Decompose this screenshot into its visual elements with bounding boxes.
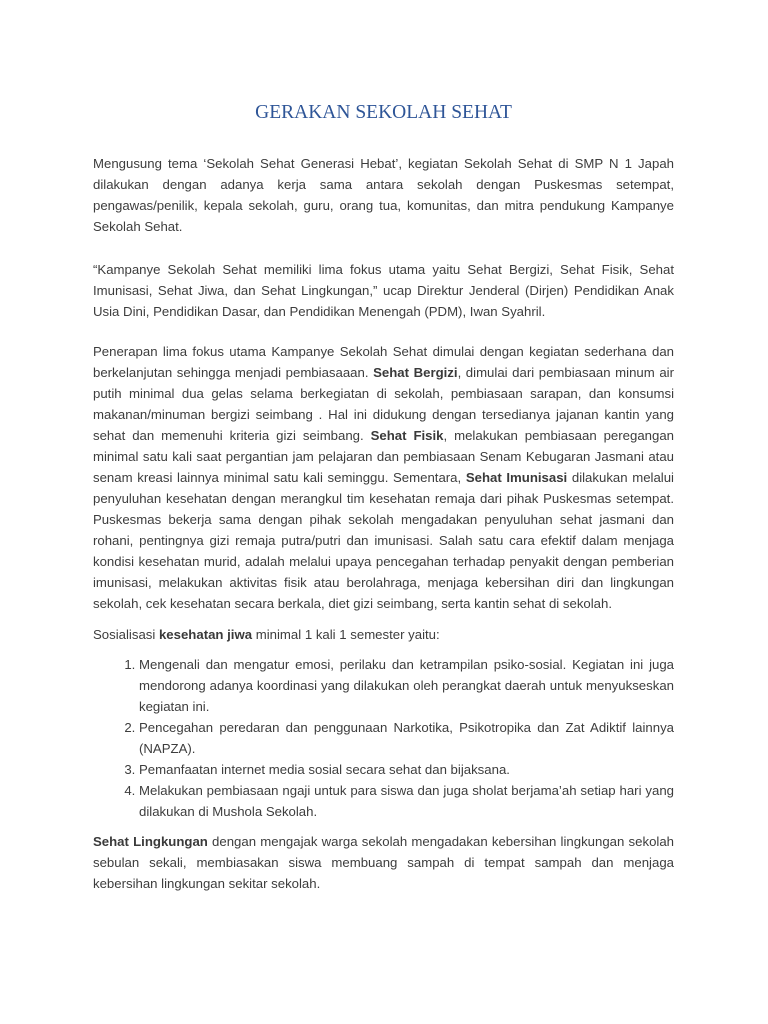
label-sehat-bergizi: Sehat Bergizi: [373, 365, 458, 380]
list-item: 3. Pemanfaatan internet media sosial secara sehat dan bijaksana.: [139, 759, 674, 780]
text-sehat-bergizi: , dimulai dari pembiasaan minum air putih minimal dua gelas selama berkegiatan di sekolah, pembiasaan sarapan, dan konsumsi makanan/minuman bergizi seimbang . Hal ini didukung dengan tersedianya jajanan kantin yang sehat dan memenuhi kriteria gizi seimbang.: [93, 365, 674, 443]
paragraph-sosialisasi: [93, 624, 674, 645]
label-kesehatan-jiwa: kesehatan jiwa: [158, 627, 253, 642]
kesehatan-jiwa-list: [93, 654, 674, 822]
paragraph-sehat-lingkungan: [93, 831, 674, 894]
label-sehat-imunisasi: Sehat Imunisasi: [465, 470, 568, 485]
paragraph-intro: Mengusung tema ‘Sekolah Sehat Generasi Hebat’, kegiatan Sekolah Sehat di SMP N 1 Japah dilakukan dengan adanya kerja sama antara sekolah dengan Puskesmas setempat, pengawas/penilik, kepala sekolah, guru, orang tua, komunitas, dan mitra pendukung Kampanye Sekolah Sehat.: [93, 156, 674, 234]
label-sehat-lingkungan: Sehat Lingkungan: [93, 834, 208, 849]
text-sehat-imunisasi: dilakukan melalui penyuluhan kesehatan dengan merangkul tim kesehatan remaja dari pihak Puskesmas setempat. Puskesmas bekerja sama dengan pihak sekolah mengadakan penyuluhan sehat jasmani dan rohani, pentingnya gizi remaja putra/putri dan imunisasi. Salah satu cara efektif dalam menjaga kondisi kesehatan murid, adalah melalui upaya pencegahan terhadap penyakit dengan pemberian imunisasi, melakukan aktivitas fisik atau berolahraga, menjaga kebersihan diri dan lingkungan sekolah, cek kesehatan secara berkala, diet gizi seimbang, serta kantin sehat di sekolah.: [93, 470, 674, 611]
label-sehat-fisik: Sehat Fisik: [370, 428, 444, 443]
document-title: GERAKAN SEKOLAH SEHAT: [255, 102, 512, 123]
paragraph-quote: “Kampanye Sekolah Sehat memiliki lima fokus utama yaitu Sehat Bergizi, Sehat Fisik, Sehat Imunisasi, Sehat Jiwa, dan Sehat Lingkungan,” ucap Direktur Jenderal (Dirjen) Pendidikan Anak Usia Dini, Pendidikan Dasar, dan Pendidikan Menengah (PDM), Iwan Syahril.: [93, 262, 674, 319]
paragraph-five-focus: [93, 341, 674, 614]
document-page: [93, 100, 674, 894]
sosialisasi-after: minimal 1 kali 1 semester yaitu:: [252, 627, 440, 642]
text-sehat-lingkungan: dengan mengajak warga sekolah mengadakan kebersihan lingkungan sekolah sebulan sekali, membiasakan siswa membuang sampah di tempat sampah dan menjaga kebersihan lingkungan sekitar sekolah.: [93, 834, 675, 891]
sosialisasi-before: Sosialisasi: [93, 627, 159, 642]
list-item: 1. Mengenali dan mengatur emosi, perilaku dan ketrampilan psiko-sosial. Kegiatan ini juga mendorong adanya koordinasi yang dilakukan oleh perangkat daerah untuk menyukseskan kegiatan ini.: [139, 654, 674, 717]
paragraph-five-focus-intro: Penerapan lima fokus utama Kampanye Sekolah Sehat dimulai dengan kegiatan sederhana dan berkelanjutan sehingga menjadi pembiasaaan.: [93, 344, 674, 380]
list-item: 4. Melakukan pembiasaan ngaji untuk para siswa dan juga sholat berjama’ah setiap hari yang dilakukan di Mushola Sekolah.: [139, 780, 674, 822]
text-sehat-fisik: , melakukan pembiasaan peregangan minimal satu kali saat pergantian jam pelajaran dan pembiasaan Senam Kebugaran Jasmani atau senam kreasi lainnya minimal satu kali seminggu. Sementara,: [93, 428, 674, 485]
list-item: 2. Pencegahan peredaran dan penggunaan Narkotika, Psikotropika dan Zat Adiktif lainnya (NAPZA).: [139, 717, 674, 759]
